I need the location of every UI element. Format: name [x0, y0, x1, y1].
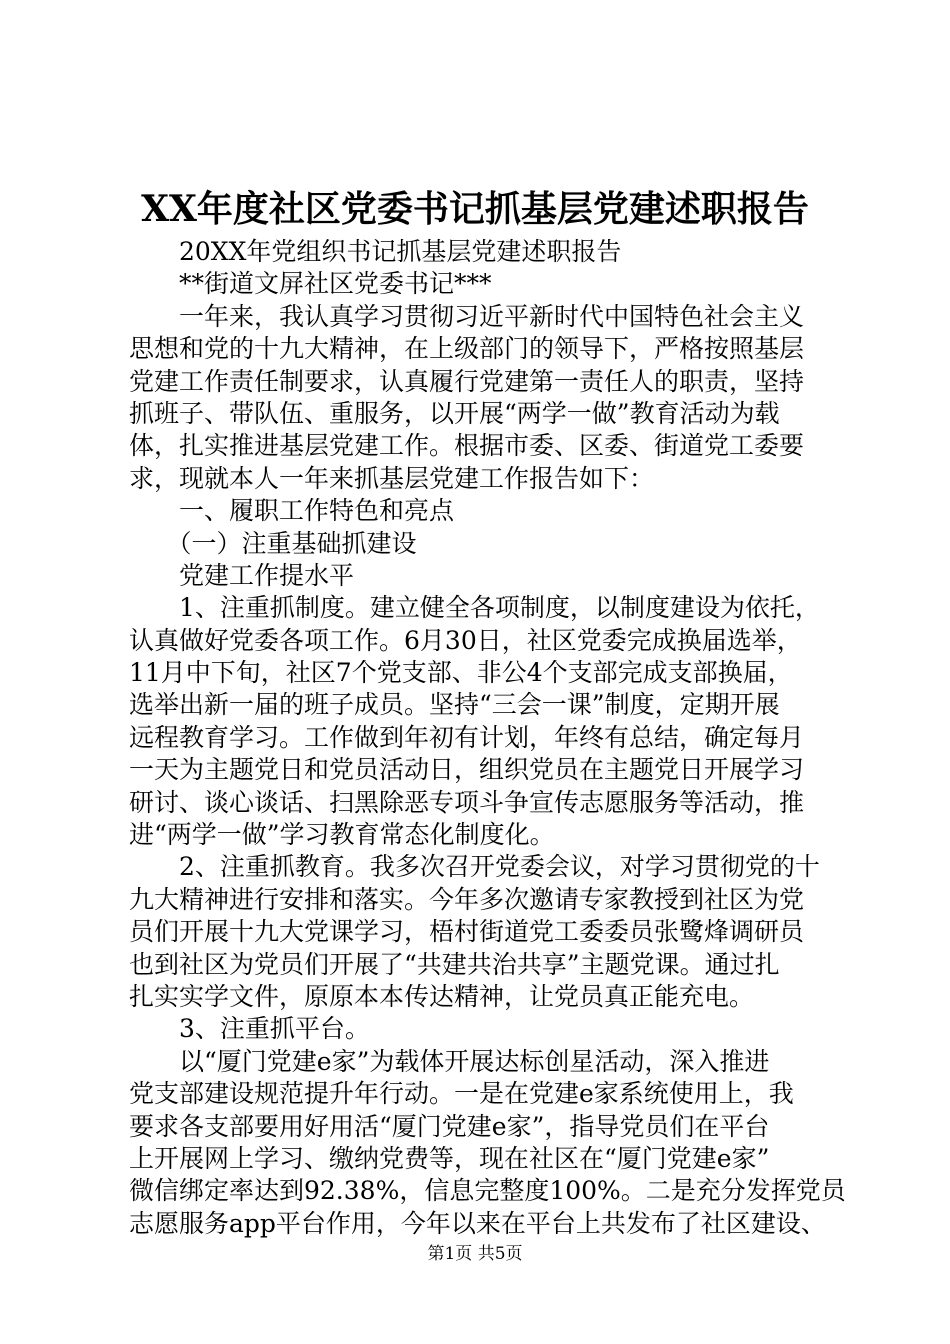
text-line: 上开展网上学习、缴纳党费等，现在社区在“厦门党建e家” [129, 1143, 770, 1173]
text-line: 思想和党的十九大精神，在上级部门的领导下，严格按照基层 [129, 334, 805, 364]
text-line: 远程教育学习。工作做到年初有计划，年终有总结，确定每月 [129, 722, 805, 752]
text-line: 一、履职工作特色和亮点 [129, 496, 455, 526]
text-line: **街道文屏社区党委书记*** [129, 269, 492, 299]
text-line: 1、注重抓制度。建立健全各项制度，以制度建设为依托， [129, 593, 820, 623]
text-line: 11月中下旬，社区7个党支部、非公4个支部完成支部换届， [129, 658, 793, 688]
text-line: 体，扎实推进基层党建工作。根据市委、区委、街道党工委要 [129, 431, 805, 461]
text-line: 志愿服务app平台作用，今年以来在平台上共发布了社区建设、 [129, 1208, 826, 1238]
text-line: 进“两学一做”学习教育常态化制度化。 [129, 820, 555, 850]
text-line: 党支部建设规范提升年行动。一是在党建e家系统使用上，我 [129, 1079, 794, 1109]
document-body [129, 236, 846, 1240]
text-line: 以“厦门党建e家”为载体开展达标创星活动，深入推进 [129, 1046, 770, 1076]
text-line: 一天为主题党日和党员活动日，组织党员在主题党日开展学习 [129, 755, 805, 785]
text-line: 微信绑定率达到92.38%，信息完整度100%。二是充分发挥党员 [129, 1176, 846, 1206]
page-footer: 第1页 共5页 [427, 1244, 523, 1264]
text-line: 抓班子、带队伍、重服务，以开展“两学一做”教育活动为载 [129, 398, 780, 428]
text-line: 扎实实学文件，原原本本传达精神，让党员真正能充电。 [129, 981, 755, 1011]
text-line: 也到社区为党员们开展了“共建共治共享”主题党课。通过扎 [129, 949, 780, 979]
text-line: 党建工作责任制要求，认真履行党建第一责任人的职责，坚持 [129, 366, 805, 396]
text-line: （一）注重基础抓建设 [129, 528, 417, 558]
text-line: 3、注重抓平台。 [129, 1014, 370, 1044]
text-line: 研讨、谈心谈话、扫黑除恶专项斗争宣传志愿服务等活动，推 [129, 787, 805, 817]
text-line: 党建工作提水平 [129, 560, 355, 590]
text-line: 要求各支部要用好用活“厦门党建e家”，指导党员们在平台 [129, 1111, 770, 1141]
text-line: 九大精神进行安排和落实。今年多次邀请专家教授到社区为党 [129, 884, 805, 914]
text-line: 认真做好党委各项工作。6月30日，社区党委完成换届选举， [129, 625, 802, 655]
text-line: 2、注重抓教育。我多次召开党委会议，对学习贯彻党的十 [129, 852, 820, 882]
text-line: 选举出新一届的班子成员。坚持“三会一课”制度，定期开展 [129, 690, 780, 720]
text-line: 一年来，我认真学习贯彻习近平新时代中国特色社会主义 [129, 301, 805, 331]
document-title: XX年度社区党委书记抓基层党建述职报告 [141, 188, 809, 230]
text-line: 求，现就本人一年来抓基层党建工作报告如下： [129, 463, 655, 493]
text-line: 20XX年党组织书记抓基层党建述职报告 [129, 237, 622, 266]
text-line: 员们开展十九大党课学习，梧村街道党工委委员张鹭烽调研员 [129, 917, 805, 947]
